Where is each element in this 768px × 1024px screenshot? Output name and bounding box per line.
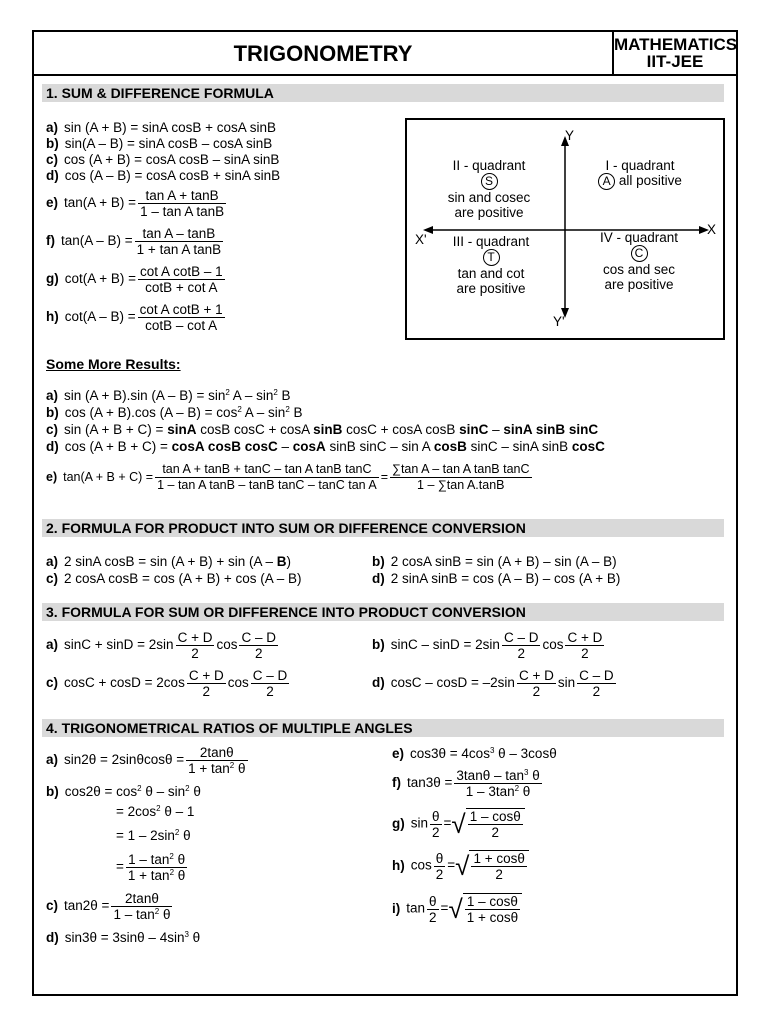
formula-1h: h) cot(A – B) = $\frac{\text{cot A cotB + 1}}{\text{cotB – cot A}}$ xyxy=(46,302,223,333)
product-c: c) 2 cosA cosB = cos (A + B) + cos (A – B) xyxy=(46,571,302,586)
exam-name: IIT-JEE xyxy=(646,52,704,71)
product-d: d) 2 sinA sinB = cos (A – B) – cos (A + B) xyxy=(372,571,621,586)
x-axis-label: X xyxy=(707,222,717,237)
header xyxy=(34,32,736,76)
more-b: b) cos (A + B).cos $(A - B) = \cos^2 A - \sin^2 B$ xyxy=(46,405,303,420)
multiple-d: d) $\sin 3\theta = 3\sin\theta - 4\sin^3$ θ xyxy=(46,930,201,945)
formula-1e: e) tan(A + B) = $\frac{\text{tan A + tanB}}{\text{1 – tan A tanB}}$ xyxy=(46,188,225,219)
more-c: c) sin (A + B + C) = sinA cosB cosC + cosA sinB cosC + cosA cosB sinC – sinA sinB sinC xyxy=(46,422,599,437)
sum-product-d: d) cosC – cosD = –2sin $\frac{C + D}{2}$ sin $\frac{C - D}{2}$ xyxy=(372,668,614,699)
formula-1g: g) cot(A + B) = $\frac{\text{cot A cotB – 1}}{\text{cotB + cot A}}$ xyxy=(46,264,223,295)
multiple-g: g) sin $\frac{\theta}{2}$ =√ $\frac{1 - \cos\theta}{2}$ xyxy=(392,808,525,840)
multiple-c: c) tan2θ = $\frac{2\tan\theta}{1 - \tan^2 \theta}$ xyxy=(46,891,171,922)
formula-1f: f) tan(A – B) = $\frac{\text{tan A – tanB}}{\text{1 + tan A tanB}}$ xyxy=(46,226,222,257)
multiple-e: e) $\cos 3\theta = 4\cos^3$ θ – 3cosθ xyxy=(392,746,557,761)
quadrant-diagram xyxy=(405,118,725,340)
some-more-results-heading: Some More Results: xyxy=(46,356,181,372)
sum-product-b: b) sinC – sinD = 2sin $\frac{C - D}{2}$ cos $\frac{C + D}{2}$ xyxy=(372,630,603,661)
formula-1c: c) cos (A + B) = cosA cosB – sinA sinB xyxy=(46,152,280,167)
page-title: TRIGONOMETRY xyxy=(233,41,413,66)
sum-product-c: c) cosC + cosD = 2cos $\frac{C + D}{2}$ cos $\frac{C - D}{2}$ xyxy=(46,668,288,699)
section-1-heading: 1. SUM & DIFFERENCE FORMULA xyxy=(42,84,724,102)
section-4-heading: 4. TRIGONOMETRICAL RATIOS OF MULTIPLE ANGLES xyxy=(42,719,724,737)
multiple-b: b) $\cos 2\theta = \cos^2 \theta - \sin^2 \theta$ xyxy=(46,784,201,799)
subject-name: MATHEMATICS xyxy=(614,35,738,54)
quadrant-2: II - quadrant S sin and cosec are positive xyxy=(447,158,531,220)
sum-product-a: a) sinC + sinD = 2sin $\frac{C + D}{2}$ cos $\frac{C - D}{2}$ xyxy=(46,630,276,661)
multiple-i: i) tan $\frac{\theta}{2}$ =√ $\frac{1 - \cos\theta}{1 + \cos\theta}$ xyxy=(392,893,522,925)
multiple-b-3: = $1 - 2\sin^2$ θ xyxy=(116,828,191,843)
formula-1d: d) cos (A – B) = cosA cosB + sinA sinB xyxy=(46,168,281,183)
section-2-heading: 2. FORMULA FOR PRODUCT INTO SUM OR DIFFERENCE CONVERSION xyxy=(42,519,724,537)
multiple-b-2: = $2\cos^2$ θ – 1 xyxy=(116,804,195,819)
product-a: a) 2 sinA cosB = sin (A + B) + sin (A – B) xyxy=(46,554,291,569)
x-prime-label: X' xyxy=(415,232,427,247)
multiple-a: a) sin2θ = 2sinθcosθ = $\frac{2\tan\theta}{1 + \tan^2 \theta}$ xyxy=(46,745,246,776)
formula-1b: b) sin(A – B) = sinA cosB – cosA sinB xyxy=(46,136,273,151)
y-axis-label: Y xyxy=(565,128,575,143)
more-a: a) sin (A + B).sin $(A - B) = \sin^2 A - \sin^2 B$ xyxy=(46,388,291,403)
y-prime-label: Y' xyxy=(553,314,565,329)
quadrant-4: IV - quadrant C cos and sec are positive xyxy=(599,230,679,292)
formula-1a: a) sin (A + B) = sinA cosB + cosA sinB xyxy=(46,120,276,135)
letter-a-icon: A xyxy=(598,173,615,190)
letter-t-icon: T xyxy=(483,249,500,266)
more-e: e) tan(A + B + C) = $\frac{\text{tan A + tanB + tanC – tan A tanB tanC}}{\text{1 – tan A tanB – tanB tanC – tanC tan A}}$ = $\frac{\text{∑tan A – tan A tanB tanC}}{\text{1 – ∑tan A.tanB}}$ xyxy=(46,462,530,492)
quadrant-3: III - quadrant T tan and cot are positive xyxy=(452,234,530,296)
letter-c-icon: C xyxy=(631,245,648,262)
multiple-h: h) cos $\frac{\theta}{2}$ =√ $\frac{1 + \cos\theta}{2}$ xyxy=(392,850,529,882)
axes-graphic xyxy=(407,120,723,338)
more-d: d) cos (A + B + C) = cosA cosB cosC – cosA sinB sinC – sin A cosB sinC – sinA sinB cosC xyxy=(46,439,605,454)
letter-s-icon: S xyxy=(481,173,498,190)
subject-box xyxy=(612,32,736,76)
product-b: b) 2 cosA sinB = sin (A + B) – sin (A – B) xyxy=(372,554,617,569)
multiple-f: f) tan3θ = $\frac{3\tan\theta - \tan^3 \theta}{1 - 3\tan^2 \theta}$ xyxy=(392,768,540,799)
quadrant-1: I - quadrant A all positive xyxy=(585,158,695,190)
section-3-heading: 3. FORMULA FOR SUM OR DIFFERENCE INTO PRODUCT CONVERSION xyxy=(42,603,724,621)
multiple-b-4: = $\frac{1 - \tan^2 \theta}{1 + \tan^2 \theta}$ xyxy=(116,852,186,883)
